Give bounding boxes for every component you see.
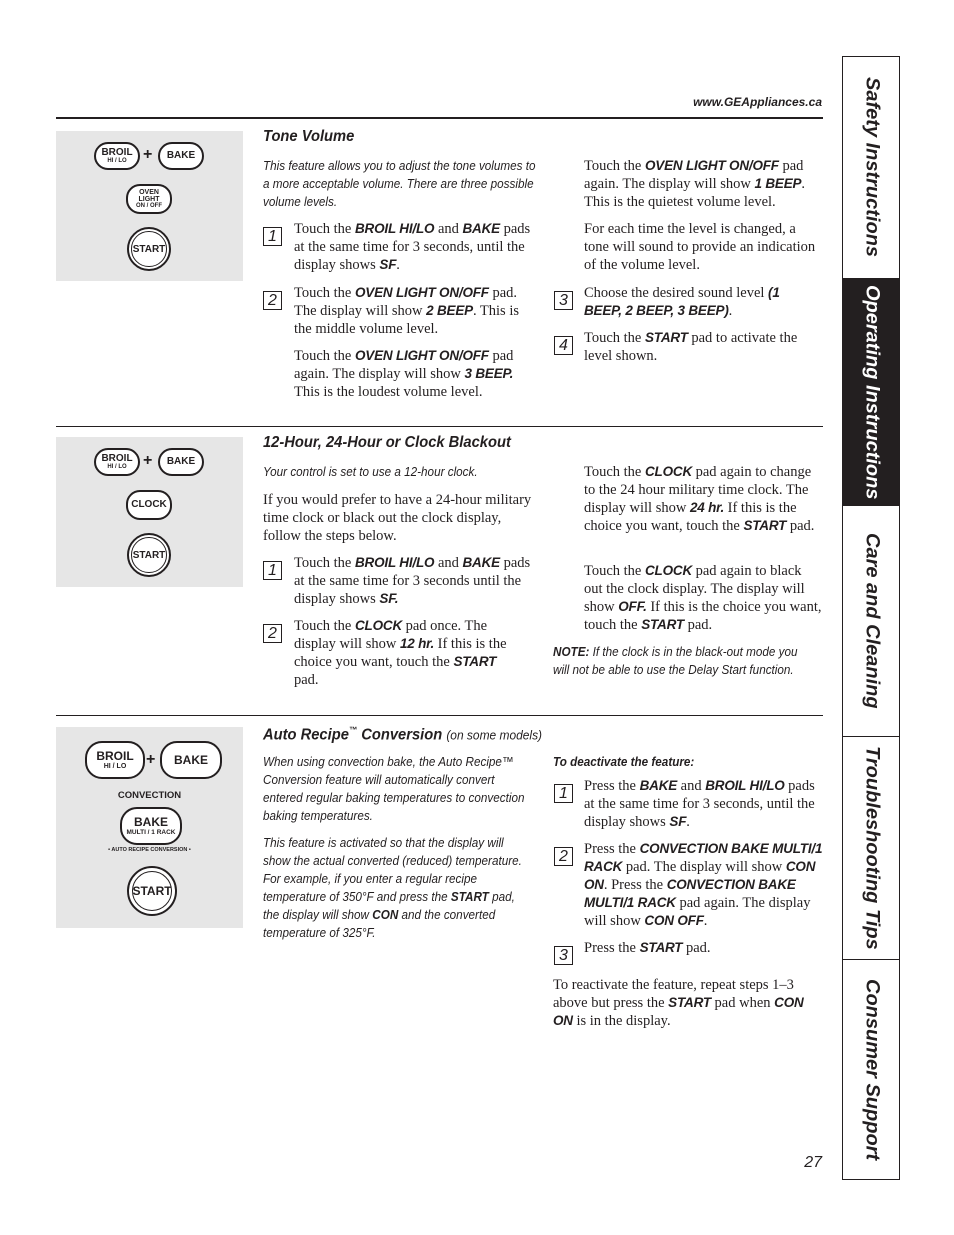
step-number: 3 bbox=[554, 946, 573, 965]
clock-section-title: 12-Hour, 24-Hour or Clock Blackout bbox=[263, 434, 511, 451]
clock-intro: Your control is set to use a 12-hour clock. bbox=[263, 464, 478, 479]
tone-right-para-2: For each time the level is changed, a tone will sound to provide an indication of the volume level. bbox=[584, 221, 816, 273]
tab-safety-instructions[interactable]: Safety Instructions bbox=[861, 76, 882, 258]
tab-consumer-support[interactable]: Consumer Support bbox=[861, 978, 882, 1161]
start-pad: START bbox=[127, 533, 171, 577]
oven-light-pad: OVEN LIGHT ON / OFF bbox=[126, 184, 172, 214]
auto-intro-1: When using convection bake, the Auto Recipe™ Conversion feature will automatically convert entered regular baking temperatures to convection baking temperatures. bbox=[263, 754, 525, 823]
deactivate-heading: To deactivate the feature: bbox=[553, 754, 695, 769]
step-number: 3 bbox=[554, 291, 573, 310]
step-number: 2 bbox=[263, 624, 282, 643]
convection-bake-pad: BAKE MULTI / 1 RACK bbox=[120, 807, 182, 845]
convection-label: CONVECTION bbox=[117, 790, 182, 801]
tone-intro: This feature allows you to adjust the tone volumes to a more acceptable volume. There are three possible volume levels. bbox=[263, 158, 536, 209]
tone-step-1: Touch the BROIL HI/LO and BAKE pads at the same time for 3 seconds, until the display shows SF. bbox=[294, 221, 531, 273]
tab-care-and-cleaning[interactable]: Care and Cleaning bbox=[861, 533, 882, 709]
tab-troubleshooting-tips[interactable]: Troubleshooting Tips bbox=[861, 746, 882, 950]
tone-step-2-continued: Touch the OVEN LIGHT ON/OFF pad again. The display will show 3 BEEP. This is the loudest volume level. bbox=[294, 348, 514, 400]
section-divider bbox=[56, 715, 823, 716]
auto-recipe-keypad-panel bbox=[56, 727, 243, 928]
clock-para: If you would prefer to have a 24-hour military time clock or black out the clock display, follow the steps below. bbox=[263, 492, 532, 544]
auto-step-1: Press the BAKE and BROIL HI/LO pads at the same time for 3 seconds, until the display shows SF. bbox=[584, 778, 815, 830]
clock-step-1: Touch the BROIL HI/LO and BAKE pads at the same time for 3 seconds until the display shows SF. bbox=[294, 555, 531, 607]
clock-pad: CLOCK bbox=[126, 490, 172, 520]
start-pad: START bbox=[127, 866, 177, 916]
clock-note: NOTE: If the clock is in the black-out mode you will not be able to use the Delay Start function. bbox=[553, 644, 798, 677]
auto-recipe-label: • AUTO RECIPE CONVERSION • bbox=[108, 847, 191, 853]
start-pad: START bbox=[127, 227, 171, 271]
reactivate-para: To reactivate the feature, repeat steps 1–3 above but press the START pad when CON ON is in the display. bbox=[553, 977, 804, 1029]
plus-sign: + bbox=[146, 751, 156, 768]
step-number: 4 bbox=[554, 336, 573, 355]
broil-hilo-pad: BROIL HI / LO bbox=[94, 448, 140, 476]
step-number: 1 bbox=[554, 784, 573, 803]
plus-sign: + bbox=[143, 146, 153, 163]
bake-pad: BAKE bbox=[158, 142, 204, 170]
step-number: 1 bbox=[263, 227, 282, 246]
page-number: 27 bbox=[804, 1154, 822, 1171]
clock-step-2: Touch the CLOCK pad once. The display will show 12 hr. If this is the choice you want, touch the START pad. bbox=[294, 618, 507, 688]
auto-intro-2: This feature is activated so that the display will show the actual converted (reduced) temperature. For example, if you enter a regular recipe temperature of 350°F and press the START pad, the display will show CON and the converted temperature of 325°F. bbox=[263, 835, 522, 940]
tone-volume-title: Tone Volume bbox=[263, 128, 355, 145]
bake-pad: BAKE bbox=[160, 741, 222, 779]
auto-step-3: Press the START pad. bbox=[584, 940, 711, 956]
section-divider bbox=[56, 426, 823, 427]
clock-right-para-2: Touch the CLOCK pad again to black out the clock display. The display will show OFF. If this is the choice you want, touch the START pad. bbox=[584, 563, 822, 633]
auto-step-2: Press the CONVECTION BAKE MULTI/1 RACK pad. The display will show CON ON. Press the CONVECTION BAKE MULTI/1 RACK pad again. The display will show CON OFF. bbox=[584, 841, 823, 929]
step-number: 2 bbox=[263, 291, 282, 310]
plus-sign: + bbox=[143, 452, 153, 469]
tone-step-3: Choose the desired sound level (1 BEEP, 2 BEEP, 3 BEEP). bbox=[584, 285, 780, 319]
tone-step-2: Touch the OVEN LIGHT ON/OFF pad. The display will show 2 BEEP. This is the middle volume level. bbox=[294, 285, 520, 337]
clock-right-para-1: Touch the CLOCK pad again to change to the 24 hour military time clock. The display will show 24 hr. If this is the choice you want, touch the START pad. bbox=[584, 464, 815, 534]
tone-right-para-1: Touch the OVEN LIGHT ON/OFF pad again. The display will show 1 BEEP. This is the quietest volume level. bbox=[584, 158, 805, 210]
tone-keypad-panel bbox=[56, 131, 243, 281]
step-number: 1 bbox=[263, 561, 282, 580]
auto-recipe-title: Auto Recipe™ Conversion (on some models) bbox=[263, 725, 543, 744]
bake-pad: BAKE bbox=[158, 448, 204, 476]
top-rule bbox=[56, 117, 823, 119]
tone-step-4: Touch the START pad to activate the level shown. bbox=[584, 330, 798, 364]
step-number: 2 bbox=[554, 847, 573, 866]
broil-hilo-pad: BROIL HI / LO bbox=[94, 142, 140, 170]
broil-hilo-pad: BROIL HI / LO bbox=[85, 741, 145, 779]
clock-keypad-panel bbox=[56, 437, 243, 587]
website-url: www.GEAppliances.ca bbox=[693, 95, 822, 109]
tab-operating-instructions[interactable]: Operating Instructions bbox=[843, 278, 899, 506]
section-sidebar bbox=[842, 56, 900, 1180]
